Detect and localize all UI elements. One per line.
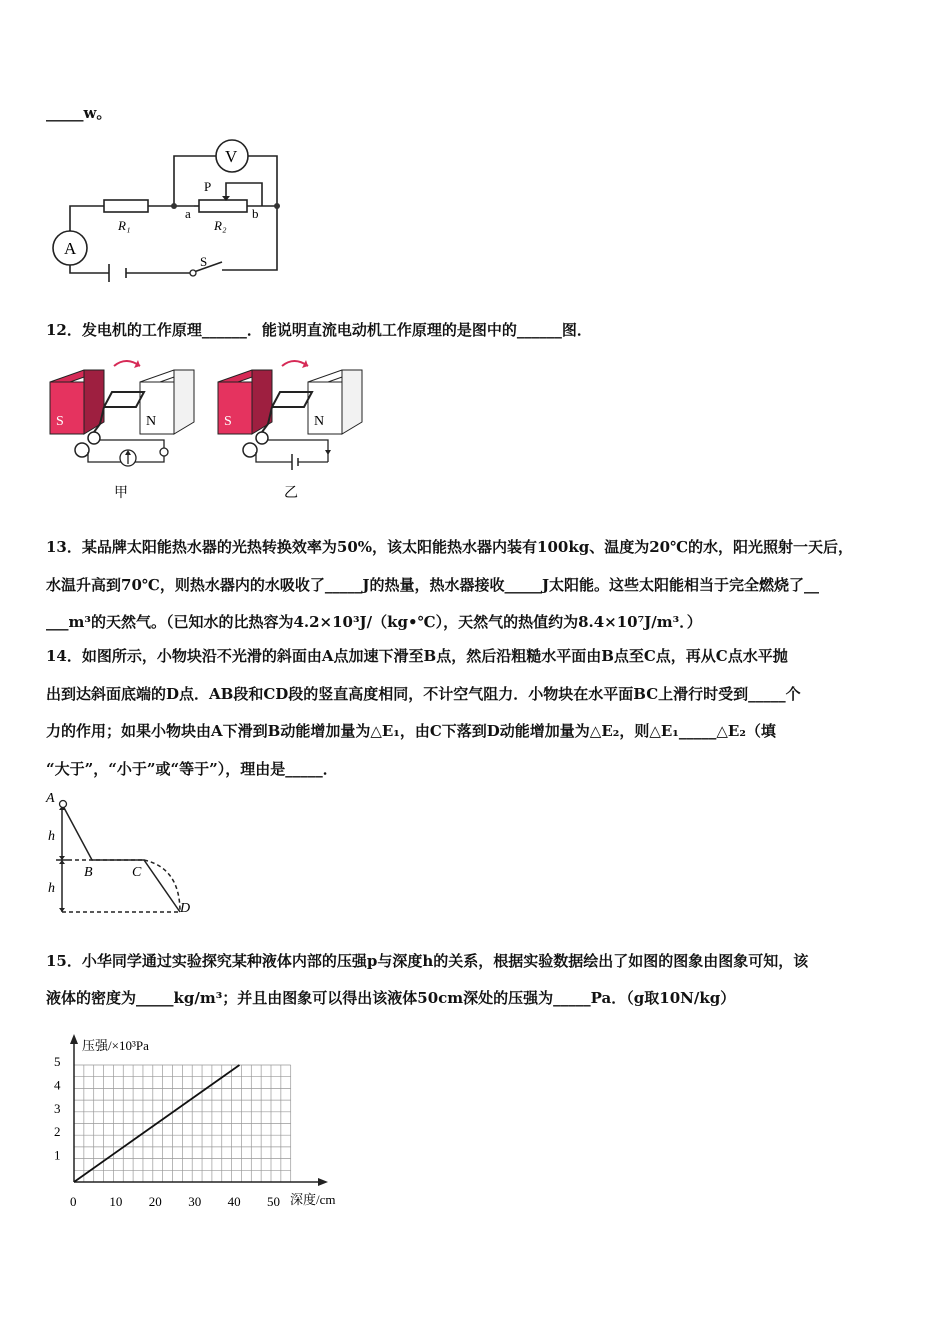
q13-line-3: ___m³的天然气。（已知水的比热容为4.2×10³J/（kg•℃），天然气的热值约为8.4×10⁷J/m³．）: [46, 613, 702, 631]
q13-line-1: 13．某品牌太阳能热水器的光热转换效率为50%，该太阳能热水器内装有100kg、温度为20℃的水，阳光照射一天后，: [46, 538, 854, 556]
q14-line-2: 出到达斜面底端的D点．AB段和CD段的竖直高度相同，不计空气阻力．小物块在水平面BC上滑行时受到_____个: [46, 685, 801, 703]
ammeter-label: A: [64, 239, 77, 258]
point-d-label: D: [180, 901, 191, 916]
r1-resistor: [104, 200, 148, 212]
x-tick-label: 0: [70, 1194, 77, 1209]
height-h-upper-label: h: [48, 829, 55, 844]
chart-ticks: [54, 1054, 280, 1209]
slider-p-label: P: [204, 179, 212, 194]
q11-answer-tail: _____w。: [46, 104, 112, 122]
x-tick-label: 20: [148, 1194, 162, 1209]
q13-line-2: 水温升高到70℃，则热水器内的水吸收了_____J的热量，热水器接收_____J太阳能。这些太阳能相当于完全燃烧了__: [46, 576, 820, 594]
s-pole-label-jia: S: [56, 414, 64, 429]
y-tick-label: 3: [54, 1100, 61, 1116]
q14-line-4: “大于”，“小于”或“等于”），理由是_____．: [46, 760, 338, 778]
y-tick-label: 5: [54, 1054, 61, 1069]
n-pole-label-yi: N: [314, 414, 325, 429]
q14-line-3: 力的作用；如果小物块由A下滑到B动能增加量为△E₁，由C下落到D动能增加量为△E₂，则△E₁_____△E₂（填: [46, 722, 776, 740]
pressure-depth-chart: [44, 1028, 364, 1220]
x-tick-label: 40: [227, 1194, 241, 1209]
terminal-b-label: b: [252, 206, 259, 221]
x-axis-label: 深度/cm: [290, 1192, 336, 1207]
chart-axes: [70, 1034, 328, 1186]
voltmeter-label: V: [225, 147, 238, 166]
x-tick-label: 30: [188, 1194, 202, 1209]
q15-line-2: 液体的密度为_____kg/m³；并且由图象可以得出该液体50cm深处的压强为_____Pa．（g取10N/kg）: [46, 989, 736, 1007]
y-tick-label: 4: [54, 1077, 61, 1093]
q15-line-1: 15．小华同学通过实验探究某种液体内部的压强p与深度h的关系，根据实验数据绘出了如图的图象由图象可知，该: [46, 952, 809, 970]
n-pole-label-jia: N: [146, 414, 157, 429]
r1-label: R₁: [118, 218, 131, 233]
r2-label: R₂: [214, 218, 227, 233]
y-tick-label: 2: [54, 1124, 61, 1140]
x-tick-label: 50: [267, 1194, 280, 1209]
x-tick-label: 10: [109, 1194, 123, 1209]
y-axis-label: 压强/×10³Pa: [82, 1038, 149, 1053]
point-b-label: B: [84, 865, 93, 880]
y-tick-label: 1: [54, 1147, 61, 1163]
circuit-diagram: [44, 138, 289, 288]
motor-figure-jia: [44, 352, 199, 507]
terminal-a-label: a: [185, 206, 191, 221]
q12-line-1: 12．发电机的工作原理______．能说明直流电动机工作原理的是图中的______图．: [46, 321, 592, 339]
point-a-label: A: [46, 791, 55, 806]
motor-figure-yi: [212, 352, 367, 507]
incline-figure: [40, 786, 210, 921]
switch-label: S: [200, 254, 208, 269]
chart-grid: [74, 1065, 291, 1182]
r2-resistor: [199, 200, 247, 212]
y-axis-arrow: [70, 1034, 78, 1044]
q14-line-1: 14．如图所示，小物块沿不光滑的斜面由A点加速下滑至B点，然后沿粗糙水平面由B点至C点，再从C点水平抛: [46, 647, 788, 665]
caption-yi: 乙: [284, 485, 298, 501]
s-pole-label-yi: S: [224, 414, 232, 429]
point-c-label: C: [132, 865, 142, 880]
x-axis-arrow: [318, 1178, 328, 1186]
height-h-lower-label: h: [48, 881, 55, 896]
caption-jia: 甲: [114, 485, 128, 501]
